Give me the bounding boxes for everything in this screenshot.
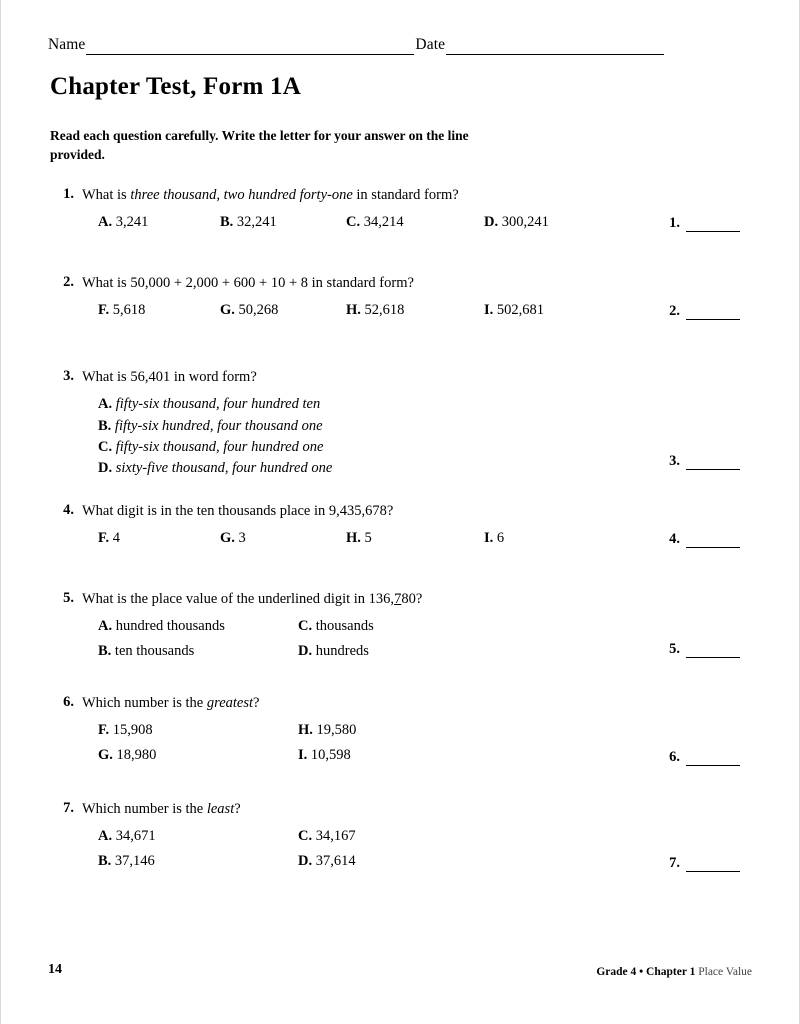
underlined-digit: 7 bbox=[394, 591, 402, 608]
answer-rule[interactable] bbox=[686, 308, 740, 320]
choice-b[interactable]: B. 32,241 bbox=[220, 214, 277, 231]
answer-rule[interactable] bbox=[686, 860, 740, 872]
stem-part: What is bbox=[82, 187, 131, 204]
question-stem: What is 56,401 in word form? bbox=[82, 369, 257, 386]
question-item bbox=[48, 274, 752, 348]
question-list bbox=[48, 186, 752, 884]
page-number: 14 bbox=[48, 962, 62, 977]
page-footer bbox=[48, 962, 752, 978]
choice-c[interactable]: C. 34,167 bbox=[298, 828, 356, 845]
date-label: Date bbox=[415, 36, 446, 53]
answer-blank[interactable]: 1. bbox=[669, 215, 740, 232]
question-number: 4. bbox=[63, 502, 74, 519]
question-number: 5. bbox=[63, 590, 74, 607]
choice-d[interactable]: D. sixty-five thousand, four hundred one bbox=[98, 460, 333, 477]
question-item bbox=[48, 186, 752, 256]
question-number: 2. bbox=[63, 274, 74, 291]
question-stem bbox=[82, 186, 752, 205]
question-stem: What is 50,000 + 2,000 + 600 + 10 + 8 in standard form? bbox=[82, 275, 414, 292]
answer-blank[interactable]: 6. bbox=[669, 749, 740, 766]
choice-d[interactable]: D. 37,614 bbox=[298, 853, 356, 870]
choice-d[interactable]: D. 300,241 bbox=[484, 214, 549, 231]
choice-a[interactable]: A. 34,671 bbox=[98, 828, 156, 845]
choice-f[interactable]: F. 4 bbox=[98, 530, 121, 547]
answer-rule[interactable] bbox=[686, 536, 740, 548]
choice-c[interactable]: C. 34,214 bbox=[346, 214, 404, 231]
footer-source: Grade 4 • Chapter 1 Place Value bbox=[596, 966, 752, 978]
choice-g[interactable]: G. 50,268 bbox=[220, 302, 279, 319]
question-item bbox=[48, 800, 752, 884]
answer-rule[interactable] bbox=[686, 220, 740, 232]
stem-part: in standard form? bbox=[352, 187, 459, 204]
choice-i[interactable]: I. 10,598 bbox=[298, 747, 351, 764]
stem-italic-part: three thousand, two hundred forty-one bbox=[130, 187, 353, 204]
choice-h[interactable]: H. 19,580 bbox=[298, 722, 357, 739]
question-stem: What digit is in the ten thousands place in 9,435,678? bbox=[82, 503, 394, 520]
question-item bbox=[48, 694, 752, 778]
choice-grid bbox=[82, 616, 752, 662]
choice-grid bbox=[82, 720, 752, 766]
choice-a[interactable]: A. hundred thousands bbox=[98, 618, 225, 635]
name-input-rule[interactable] bbox=[86, 41, 414, 55]
date-input-rule[interactable] bbox=[446, 41, 664, 55]
choice-b[interactable]: B. ten thousands bbox=[98, 643, 195, 660]
choice-g[interactable]: G. 3 bbox=[220, 530, 246, 547]
choice-grid bbox=[82, 826, 752, 872]
answer-rule[interactable] bbox=[686, 646, 740, 658]
question-number: 7. bbox=[63, 800, 74, 817]
choice-stack bbox=[82, 394, 752, 480]
question-item bbox=[48, 590, 752, 674]
question-item bbox=[48, 502, 752, 572]
choice-i[interactable]: I. 502,681 bbox=[484, 302, 545, 319]
question-number: 1. bbox=[63, 186, 74, 203]
choice-h[interactable]: H. 5 bbox=[346, 530, 372, 547]
answer-rule[interactable] bbox=[686, 458, 740, 470]
answer-rule[interactable] bbox=[686, 754, 740, 766]
answer-blank[interactable]: 7. bbox=[669, 855, 740, 872]
choice-row bbox=[82, 302, 752, 319]
question-stem: Which number is the greatest? bbox=[82, 695, 260, 712]
choice-a[interactable]: A. 3,241 bbox=[98, 214, 149, 231]
choice-i[interactable]: I. 6 bbox=[484, 530, 505, 547]
choice-a[interactable]: A. fifty-six thousand, four hundred ten bbox=[98, 396, 321, 413]
choice-d[interactable]: D. hundreds bbox=[298, 643, 369, 660]
page-content bbox=[48, 36, 752, 894]
question-item bbox=[48, 368, 752, 486]
name-date-header bbox=[48, 36, 752, 55]
choice-f[interactable]: F. 5,618 bbox=[98, 302, 146, 319]
answer-blank[interactable]: 5. bbox=[669, 641, 740, 658]
directions-text: Read each question carefully. Write the letter for your answer on the line provided. bbox=[50, 128, 469, 162]
question-stem: What is the place value of the underlined digit in 136,780? bbox=[82, 591, 423, 608]
choice-h[interactable]: H. 52,618 bbox=[346, 302, 405, 319]
question-stem: Which number is the least? bbox=[82, 801, 241, 818]
choice-b[interactable]: B. fifty-six hundred, four thousand one bbox=[98, 417, 323, 434]
answer-blank[interactable]: 4. bbox=[669, 531, 740, 548]
choice-f[interactable]: F. 15,908 bbox=[98, 722, 153, 739]
question-number: 6. bbox=[63, 694, 74, 711]
answer-blank[interactable]: 3. bbox=[669, 453, 740, 470]
name-label: Name bbox=[48, 36, 86, 53]
choice-row bbox=[82, 214, 752, 231]
answer-blank[interactable]: 2. bbox=[669, 303, 740, 320]
choice-c[interactable]: C. thousands bbox=[298, 618, 374, 635]
question-number: 3. bbox=[63, 368, 74, 385]
choice-g[interactable]: G. 18,980 bbox=[98, 747, 157, 764]
page-title: Chapter Test, Form 1A bbox=[50, 73, 301, 100]
choice-row bbox=[82, 530, 752, 547]
choice-b[interactable]: B. 37,146 bbox=[98, 853, 155, 870]
choice-c[interactable]: C. fifty-six thousand, four hundred one bbox=[98, 439, 324, 455]
